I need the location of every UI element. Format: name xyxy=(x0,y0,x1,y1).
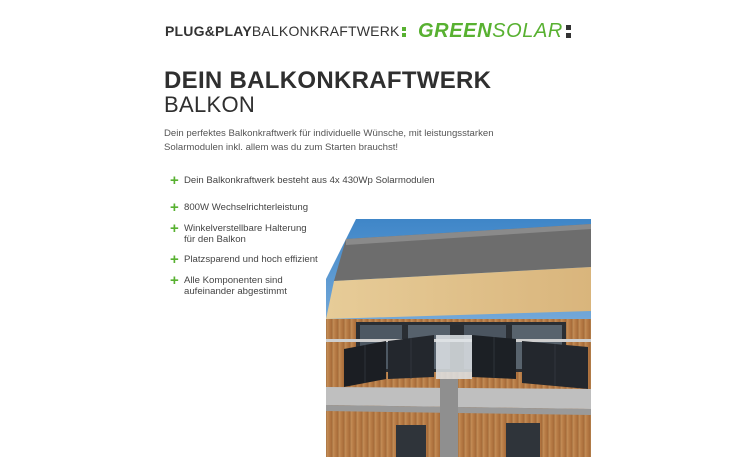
colon-mark-icon xyxy=(566,25,571,38)
brand-left-bold: PLUG&PLAY xyxy=(165,23,252,39)
list-item xyxy=(170,172,470,189)
intro-line: Solarmodulen inkl. allem was du zum Starten brauchst! xyxy=(164,142,399,153)
colon-mark-icon xyxy=(402,27,406,37)
brand-right-bold: GREEN xyxy=(418,20,493,42)
feature-text: Dein Balkonkraftwerk besteht aus 4x 430Wp Solarmodulen xyxy=(184,175,435,186)
list-item xyxy=(170,220,340,245)
page-title: DEIN BALKONKRAFTWERK xyxy=(164,67,492,94)
list-item xyxy=(170,199,340,216)
brand-logo-greensolar xyxy=(418,20,571,43)
feature-text xyxy=(184,275,287,297)
feature-text-line: Winkelverstellbare Halterung xyxy=(184,223,307,234)
plus-icon: + xyxy=(170,199,179,216)
plus-icon: + xyxy=(170,172,179,189)
feature-text: Platzsparend und hoch effizient xyxy=(184,254,318,265)
feature-text-line: Alle Komponenten sind xyxy=(184,275,283,286)
list-item xyxy=(170,272,340,297)
plus-icon: + xyxy=(170,272,179,289)
product-photo xyxy=(326,219,591,457)
intro-text xyxy=(164,127,494,155)
brand-left-regular: BALKONKRAFTWERK xyxy=(251,23,400,39)
balcony-house-illustration xyxy=(326,219,591,457)
brand-right-regular: SOLAR xyxy=(492,20,563,42)
page-subtitle: BALKON xyxy=(164,92,256,117)
plus-icon: + xyxy=(170,220,179,237)
brand-logo-plugandplay xyxy=(165,23,406,39)
feature-text xyxy=(184,223,307,245)
intro-line: Dein perfektes Balkonkraftwerk für individuelle Wünsche, mit leistungsstarken xyxy=(164,128,494,139)
plus-icon: + xyxy=(170,251,179,268)
list-item xyxy=(170,251,340,268)
feature-text-line: aufeinander abgestimmt xyxy=(184,286,287,297)
feature-text-line: für den Balkon xyxy=(184,234,246,245)
feature-text: 800W Wechselrichterleistung xyxy=(184,202,309,213)
